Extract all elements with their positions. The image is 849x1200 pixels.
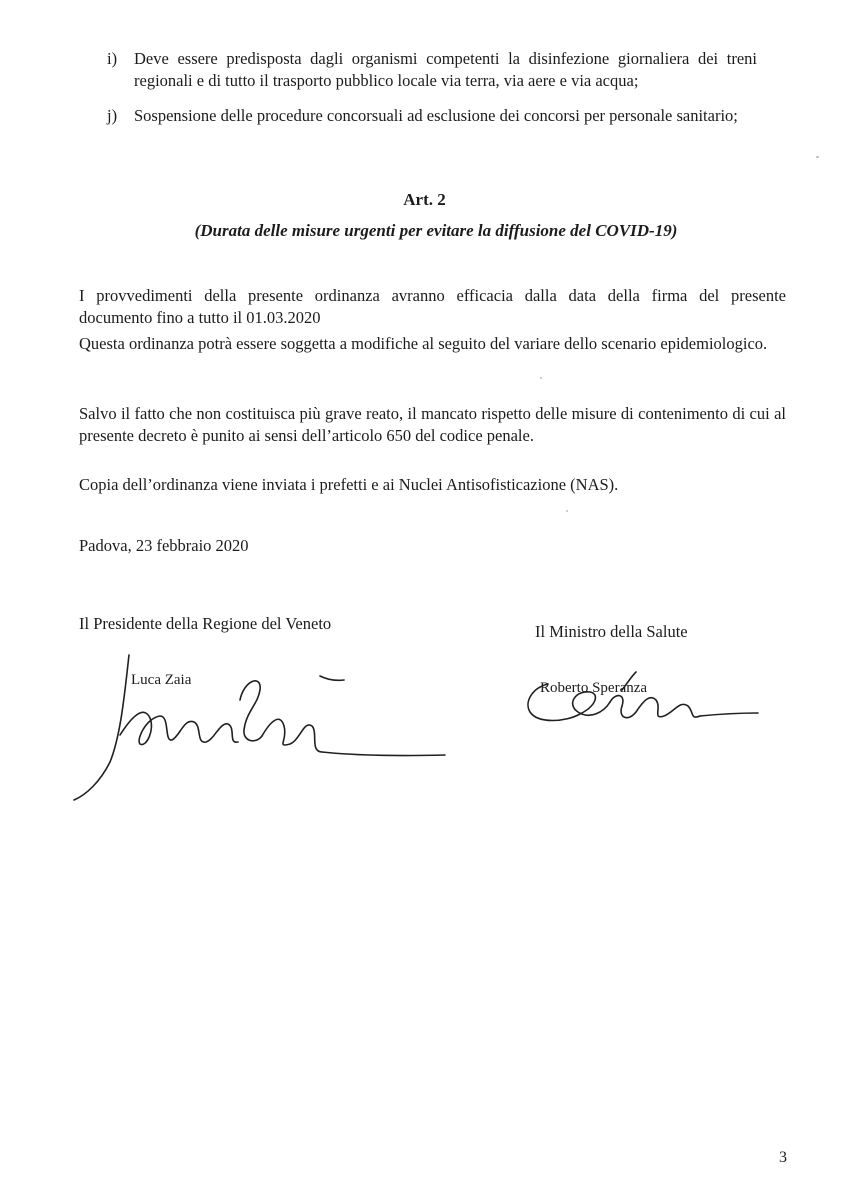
place-date: Padova, 23 febbraio 2020: [79, 536, 249, 555]
paragraph-modifications: Questa ordinanza potrà essere soggetta a modifiche al seguito del variare dello scenario epidemiologico.: [79, 334, 768, 353]
signatory-role-right: Il Ministro della Salute: [535, 622, 688, 641]
article-title: Art. 2: [403, 190, 446, 209]
paragraph-penalty: Salvo il fatto che non costituisca più grave reato, il mancato rispetto delle misure di contenimento di cui al presente decreto è punito ai sensi dell’articolo 650 del codice penale.: [79, 404, 786, 445]
scan-speck: [566, 510, 568, 512]
article-subtitle: (Durata delle misure urgenti per evitare la diffusione del COVID-19): [194, 221, 678, 240]
signatory-role-left: Il Presidente della Regione del Veneto: [79, 614, 332, 633]
page-number: 3: [779, 1149, 787, 1166]
list-item-text: Deve essere predisposta dagli organismi competenti la disinfezione giornaliera dei treni regionali e di tutto il trasporto pubblico locale via terra, via aere e via acqua;: [134, 49, 757, 90]
signatory-name-right: Roberto Speranza: [540, 680, 648, 696]
list-marker: j): [107, 106, 118, 125]
signatory-name-left: Luca Zaia: [131, 672, 192, 688]
scan-speck: [540, 377, 542, 379]
list-marker: i): [107, 49, 118, 68]
paragraph-copy-distribution: Copia dell’ordinanza viene inviata i prefetti e ai Nuclei Antisofisticazione (NAS).: [79, 475, 619, 494]
list-item-text: Sospensione delle procedure concorsuali ad esclusione dei concorsi per personale sanitario;: [134, 106, 738, 125]
paragraph-validity-line1: I provvedimenti della presente ordinanza avranno efficacia dalla data della firma del presente: [79, 286, 786, 305]
scan-speck: [816, 156, 819, 158]
paragraph-validity-line2: documento fino a tutto il 01.03.2020: [79, 308, 321, 327]
